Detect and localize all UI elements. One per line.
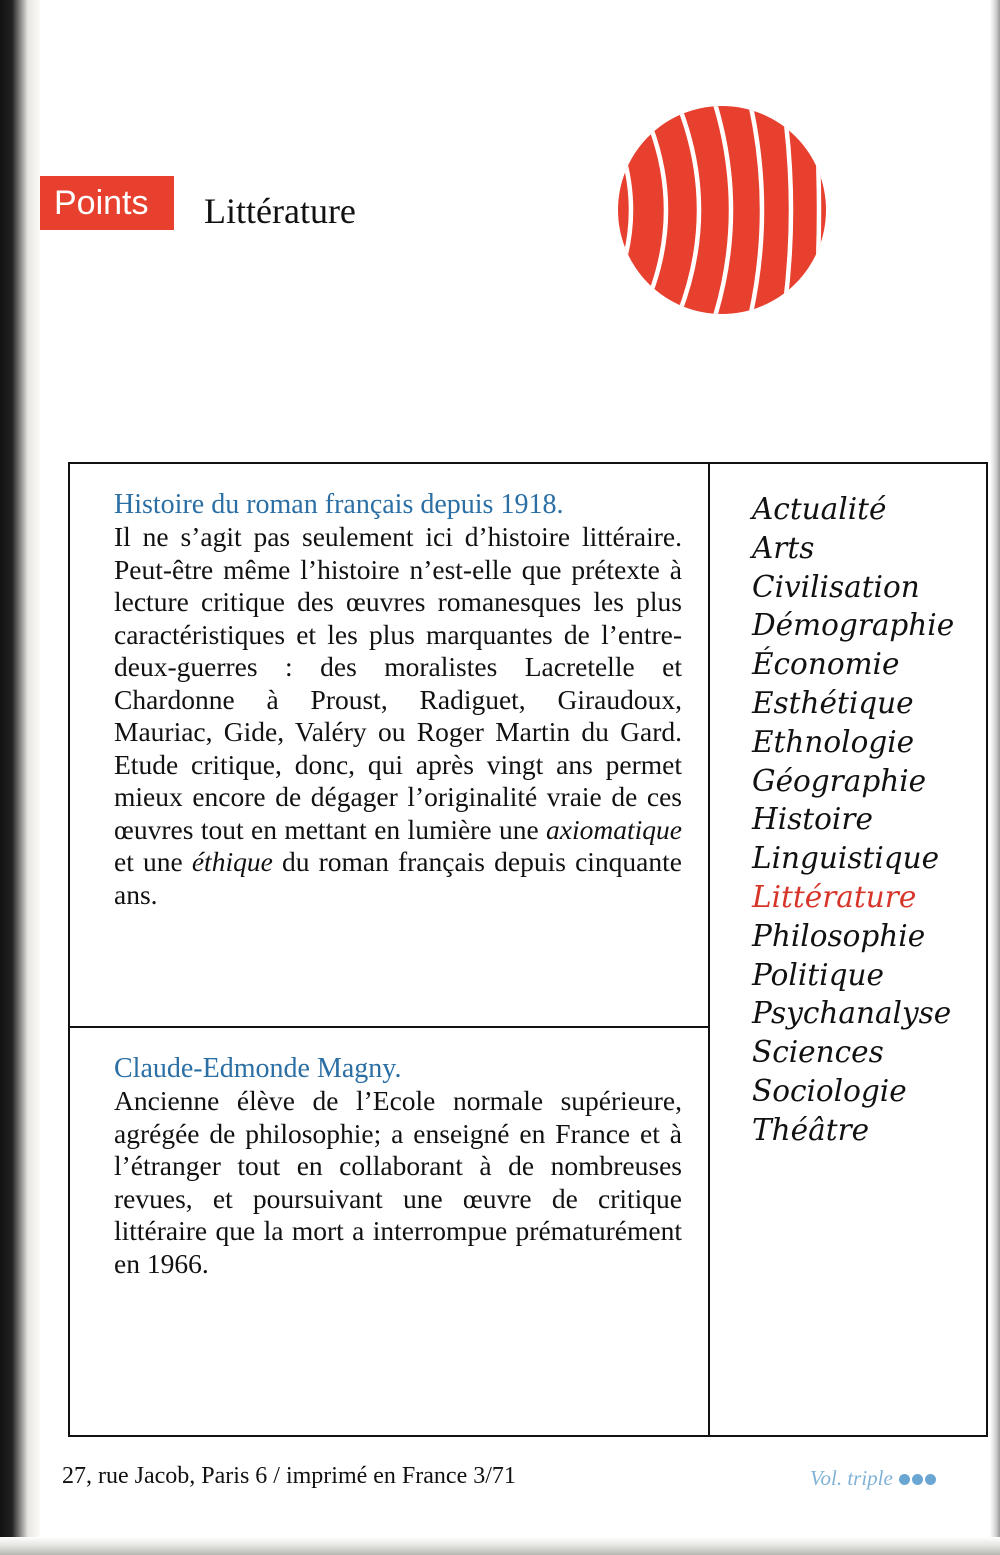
subject-item: Sociologie	[752, 1073, 907, 1108]
volume-dot-icon	[912, 1474, 923, 1485]
vertical-divider	[708, 464, 710, 1435]
subject-item: Histoire	[752, 802, 873, 837]
author-bio: Ancienne élève de l’Ecole normale supérieure, agrégée de philosophie; a enseigné en France et à l’étranger tout en collaborant à de nombreuses revues, et poursuivant une œuvre de critique littéraire que la mort a interrompue prématurément en 1966.	[114, 1085, 682, 1279]
volume-text: Vol. triple	[810, 1466, 893, 1490]
subject-item: Actualité	[752, 492, 887, 526]
book-blurb	[114, 488, 682, 911]
subject-item: Littérature	[752, 879, 917, 914]
subject-item: Théâtre	[752, 1112, 870, 1147]
blurb-text: Il ne s’agit pas seulement ici d’histoire littéraire. Peut-être même l’histoire n’est-elle que prétexte à lecture critique des œuvres romanesques les plus caractéristiques et les plus marquantes de l’entre-deux-guerres : des moralistes Lacretelle et Chardonne à Proust, Radiguet, Giraudoux, Mauriac, Gide, Valéry ou Roger Martin du Gard. Etude critique, donc, qui après vingt ans permet mieux encore de dégager l’originalité vraie de ces œuvres tout en mettant en lumière une axiomatique et une éthique du roman français depuis cinquante ans.	[114, 521, 682, 910]
subject-item: Ethnologie	[752, 724, 915, 759]
content-frame	[68, 462, 988, 1437]
subject-item: Linguistique	[752, 841, 940, 876]
volume-dots-icon	[897, 1466, 936, 1491]
volume-dot-icon	[925, 1474, 936, 1485]
subject-item: Géographie	[752, 763, 927, 798]
book-spine-edge	[0, 0, 40, 1555]
subject-item: Économie	[752, 647, 900, 682]
page-bottom-edge	[0, 1537, 1000, 1555]
collection-title: Littérature	[204, 191, 356, 231]
author-name: Claude-Edmonde Magny.	[114, 1053, 402, 1084]
globe-logo-icon	[616, 104, 828, 316]
subject-list	[752, 490, 982, 1150]
volume-label	[810, 1466, 936, 1491]
seuil-globe-logo	[616, 104, 828, 316]
author-section	[114, 1052, 682, 1280]
subject-item: Démographie	[752, 608, 955, 643]
subject-item: Psychanalyse	[752, 996, 952, 1031]
subject-item: Politique	[752, 957, 884, 992]
subject-item: Sciences	[752, 1035, 884, 1070]
subject-item: Civilisation	[752, 569, 920, 604]
horizontal-divider	[70, 1026, 708, 1028]
publisher-address: 27, rue Jacob, Paris 6 / imprimé en France 3/71	[62, 1463, 516, 1489]
page-right-edge	[990, 0, 1000, 1555]
subject-item: Arts	[752, 530, 815, 565]
subject-item: Philosophie	[752, 918, 926, 953]
points-badge: Points	[40, 176, 174, 230]
subject-item: Esthétique	[752, 685, 914, 720]
blurb-title: Histoire du roman français depuis 1918.	[114, 489, 564, 520]
volume-dot-icon	[899, 1474, 910, 1485]
